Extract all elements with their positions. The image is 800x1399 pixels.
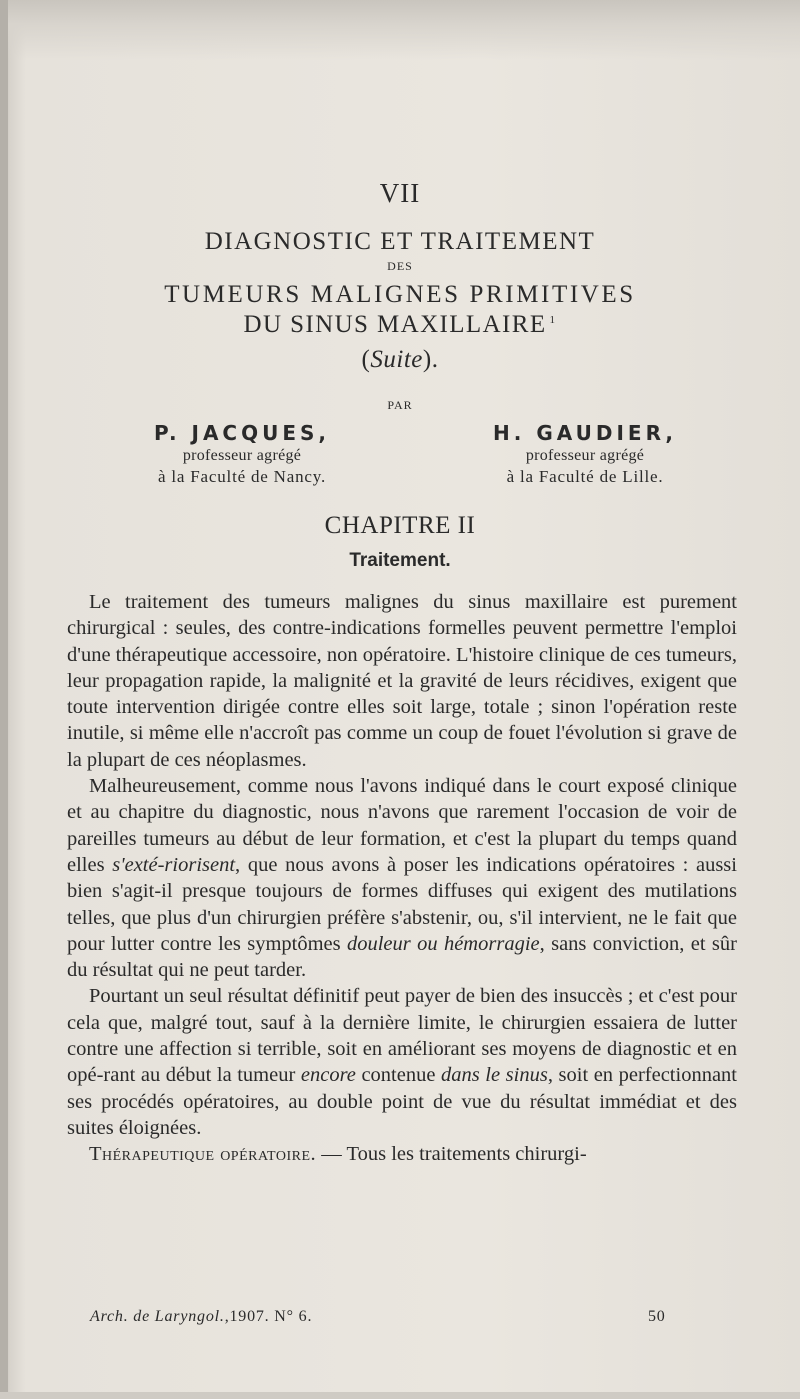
journal-issue: ,1907. N° 6.: [224, 1308, 313, 1325]
paragraph-2: [67, 773, 737, 983]
title-line-3-text: DU SINUS MAXILLAIRE: [243, 311, 547, 338]
scan-bottom-edge: [0, 1392, 800, 1399]
paragraph-text: , sans conviction, et sûr du résultat qui ne peut tarder.: [67, 932, 737, 982]
paragraph-1: Le traitement des tumeurs malignes du sinus maxillaire est purement chirurgical : seules, des contre-indications formelles peuvent permettre l'emploi d'une thérapeutique accessoire, non opératoire. L'histoire clinique de ces tumeurs, leur propagation rapide, la malignité et la gravité de leurs récidives, exigent que toute intervention dirigée contre elles soit large, totale ; sinon l'opération reste inutile, si même elle n'accroît pas comme un coup de fouet l'évolution si grave de la plupart de ces néoplasmes.: [67, 591, 737, 771]
author-role: professeur agrégé: [525, 447, 645, 464]
journal-name: Arch. de Laryngol.: [90, 1308, 225, 1325]
author-gaudier: [455, 420, 715, 488]
author-jacques: [122, 420, 362, 488]
author-faculty: à la Faculté de Lille.: [506, 467, 664, 486]
paragraph-4: [67, 1141, 737, 1167]
paragraph-text: Pourtant un seul résultat définitif peut payer de bien des insuccès ; et c'est pour cela que, malgré tout, sauf à la dernière limite, le chirurgien essaiera de lutter contre une affection si terrible, soit en améliorant ses moyens de diagnostic et en opé-rant au début la tumeur: [67, 985, 737, 1087]
author-role: professeur agrégé: [182, 447, 302, 464]
author-name: P. JACQUES,: [153, 421, 331, 445]
paragraph-text: , que nous avons à poser les indications opératoires : aussi bien s'agit-il presque toujours de formes diffuses qui exigent des mutilations telles, que plus d'un chirurgien préfère s'abstenir, ou, s'il intervient, ne le fait que pour lutter contre les symptômes: [67, 853, 737, 955]
page-number: 50: [648, 1308, 666, 1325]
author-name: H. GAUDIER,: [493, 421, 677, 445]
title-des: DES: [387, 259, 413, 273]
italic-text: dans le sinus: [441, 1064, 548, 1087]
paragraph-text: — Tous les traitements chirurgi-: [316, 1143, 587, 1166]
footer-citation: [90, 1308, 312, 1326]
title-line-3: [0, 311, 800, 339]
chapter-title: CHAPITRE II: [324, 512, 476, 539]
italic-text: encore: [300, 1064, 356, 1087]
suite-word: Suite: [370, 346, 423, 373]
title-line-1: DIAGNOSTIC ET TRAITEMENT: [204, 228, 596, 255]
paragraph-text: , soit en perfectionnant ses procédés opératoires, au double point de vue du résultat immédiat et des suites éloignées.: [67, 1064, 737, 1139]
title-line-2: TUMEURS MALIGNES PRIMITIVES: [164, 281, 636, 308]
chapter-number: VII: [379, 178, 421, 208]
italic-text: douleur ou hémorragie: [346, 932, 540, 955]
scan-top-shadow: [0, 0, 800, 60]
suite-label: (Suite).: [361, 346, 439, 373]
chapter-subtitle: Traitement.: [349, 550, 451, 571]
scan-left-edge: [0, 0, 8, 1399]
italic-text: s'exté-riorisent: [112, 853, 236, 876]
paragraph-3: [67, 983, 737, 1141]
par-label: PAR: [387, 398, 413, 412]
author-faculty: à la Faculté de Nancy.: [157, 467, 326, 486]
paragraph-text: Malheureusement, comme nous l'avons indiqué dans le court exposé clinique et au chapitre du diagnostic, nous n'avons que rarement l'occasion de voir de pareilles tumeurs au début de leur formation, et c'est la plupart du temps quand elles: [67, 775, 737, 876]
section-heading: Thérapeutique opératoire.: [89, 1143, 317, 1166]
body-text: [67, 589, 737, 1168]
title-footnote-mark: 1: [549, 314, 557, 326]
paragraph-text: contenue: [355, 1064, 442, 1087]
